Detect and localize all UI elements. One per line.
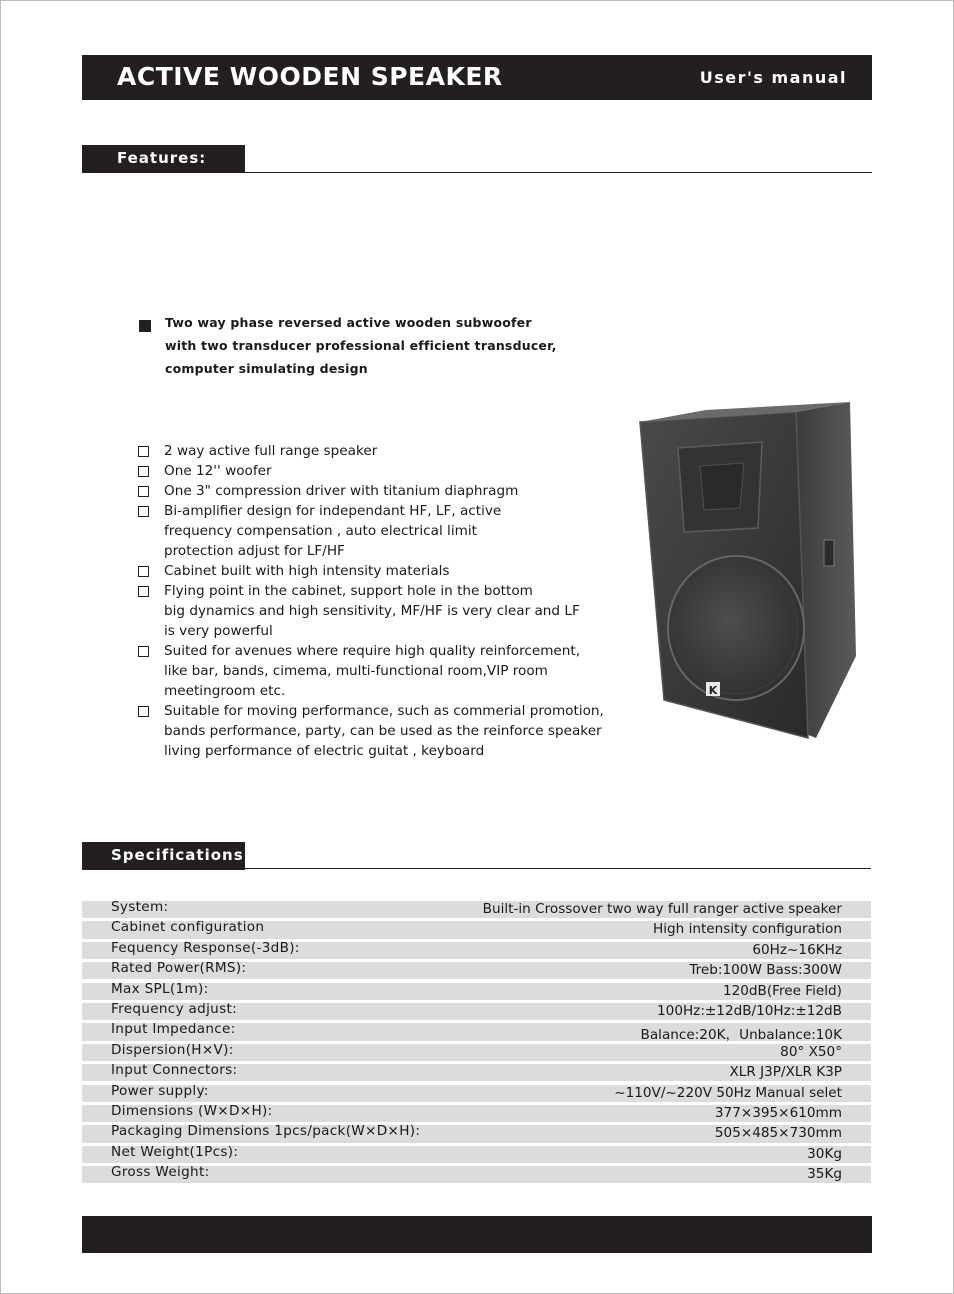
specifications-heading-tab [82,842,251,870]
features-heading-tab [82,145,245,173]
feature-item: One 12'' woofer [138,461,628,481]
feature-item: 2 way active full range speaker [138,441,628,461]
checkbox-icon [138,446,149,457]
spec-table [82,901,871,1186]
feature-list [138,441,628,761]
table-row: System: Built-in Crossover two way full ranger active speaker [82,901,871,918]
filled-bullet-icon [139,320,151,332]
document-subtitle: User's manual [699,68,847,87]
table-row: Input Connectors: XLR J3P/XLR K3P [82,1064,871,1081]
specifications-heading: Specifications: [111,846,251,864]
feature-item: Suitable for moving performance, such as commerial promotion, bands performance, party, can be used as the reinforce speaker living performance of electric guitat , keyboard [138,701,628,761]
checkbox-icon [138,646,149,657]
highlight-line: Two way phase reversed active wooden subwoofer [165,315,532,330]
table-row: Max SPL(1m): 120dB(Free Field) [82,983,871,1000]
footer-bar [82,1216,872,1253]
table-row: Power supply: ~110V/~220V 50Hz Manual selet [82,1085,871,1102]
table-row: Net Weight(1Pcs): 30Kg [82,1146,871,1163]
checkbox-icon [138,586,149,597]
feature-item: Suited for avenues where require high quality reinforcement, like bar, bands, cimema, multi-functional room,VIP room meetingroom etc. [138,641,628,701]
table-row: Cabinet configuration High intensity configuration [82,921,871,938]
header-bar [82,55,872,100]
horn-throat [700,463,744,510]
document-title: ACTIVE WOODEN SPEAKER [117,62,503,91]
table-row: Rated Power(RMS): Treb:100W Bass:300W [82,962,871,979]
checkbox-icon [138,466,149,477]
logo-letter: K [708,684,718,697]
checkbox-icon [138,706,149,717]
features-heading: Features: [117,149,207,167]
highlight-line: computer simulating design [165,361,368,376]
table-row: Dimensions (W×D×H): 377×395×610mm [82,1105,871,1122]
table-row: Packaging Dimensions 1pcs/pack(W×D×H): 505×485×730mm [82,1125,871,1142]
woofer [668,556,804,700]
features-divider [82,172,872,173]
feature-item: Cabinet built with high intensity materials [138,561,628,581]
table-row: Frequency adjust: 100Hz:±12dB/10Hz:±12dB [82,1003,871,1020]
handle [824,540,834,566]
feature-item: Flying point in the cabinet, support hole in the bottom big dynamics and high sensitivity, MF/HF is very clear and LF is very powerful [138,581,628,641]
feature-item: One 3" compression driver with titanium diaphragm [138,481,628,501]
checkbox-icon [138,486,149,497]
speaker-image [636,400,858,742]
checkbox-icon [138,566,149,577]
table-row: Fequency Response(-3dB): 60Hz~16KHz [82,942,871,959]
specifications-divider [82,868,871,869]
table-row: Input Impedance: Balance:20K，Unbalance:10K [82,1023,871,1040]
table-row: Dispersion(H×V): 80° X50° [82,1044,871,1061]
checkbox-icon [138,506,149,517]
table-row: Gross Weight: 35Kg [82,1166,871,1183]
feature-item: Bi-amplifier design for independant HF, LF, active frequency compensation , auto electrical limit protection adjust for LF/HF [138,501,628,561]
highlight-line: with two transducer professional efficient transducer, [165,338,557,353]
